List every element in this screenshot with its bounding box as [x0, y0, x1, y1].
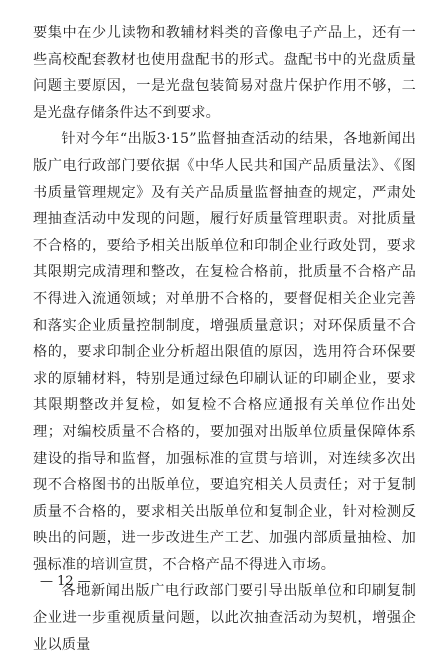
body-text: [33, 20, 416, 658]
paragraph-2: 针对今年“出版3·15”监督抽查活动的结果，各地新闻出版广电行政部门要依据《中华人民共和国产品质量法》、《图书质量管理规定》及有关产品质量监督抽查的规定，严肃处理抽查活动中发现的问题，履行好质量管理职责。对批质量不合格的，要给予相关出版单位和印制企业行政处罚，要求其限期完成清理和整改，在复检合格前，批质量不合格产品不得进入流通领域；对单册不合格的，要督促相关企业完善和落实企业质量控制制度，增强质量意识；对环保质量不合格的，要求印制企业分析超出限值的原因，选用符合环保要求的原辅材料，特别是通过绿色印刷认证的印刷企业，要求其限期整改并复检，如复检不合格应通报有关单位作出处理；对编校质量不合格的，要加强对出版单位质量保障体系建设的指导和监督，加强标准的宣贯与培训，对连续多次出现不合格图书的出版单位，要追究相关人员责任；对于复制质量不合格的，要求相关出版单位和复制企业，针对检测反映出的问题，进一步改进生产工艺、加强内部质量抽检、加强标准的培训宣贯，不合格产品不得进入市场。: [33, 131, 416, 573]
page-number: — 12 —: [40, 574, 91, 589]
paragraph-3: 各地新闻出版广电行政部门要引导出版单位和印刷复制企业进一步重视质量问题，以此次抽查活动为契机，增强企业以质量: [33, 583, 416, 653]
paragraph-1: 要集中在少儿读物和教辅材料类的音像电子产品上，还有一些高校配套教材也使用盘配书的形式。盘配书中的光盘质量问题主要原因，一是光盘包装简易对盘片保护作用不够，二是光盘存储条件达不到要求。: [33, 25, 416, 121]
